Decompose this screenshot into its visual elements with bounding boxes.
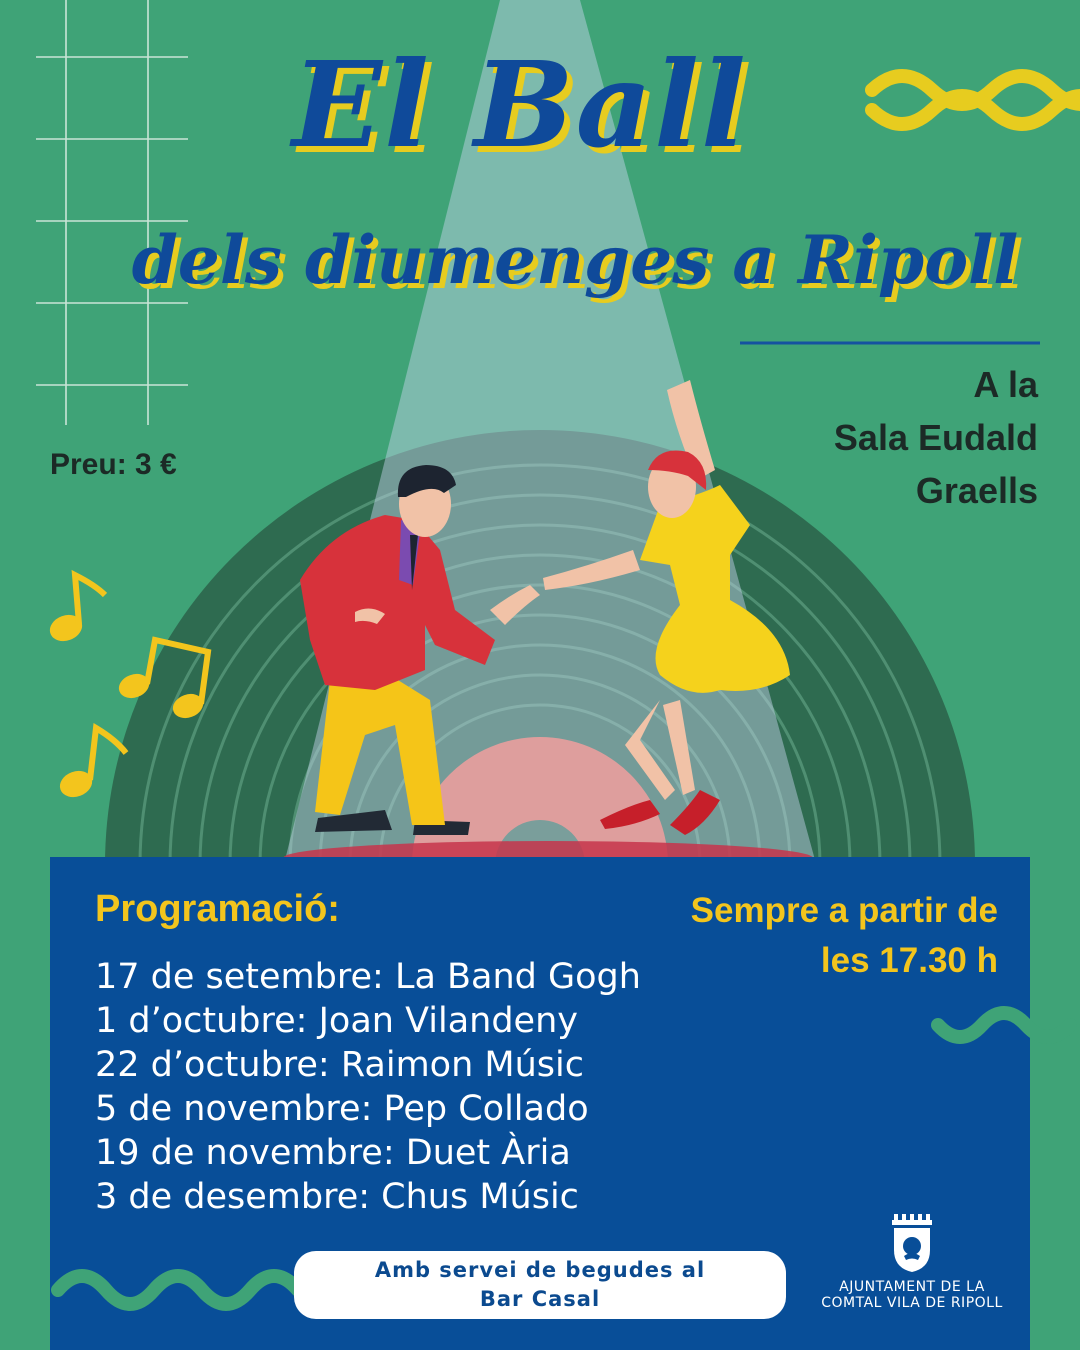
ripoll-logo bbox=[812, 1212, 1012, 1311]
ripoll-coat-of-arms-icon bbox=[890, 1212, 934, 1274]
schedule-list bbox=[95, 955, 641, 1219]
schedule-item: 1 d’octubre: Joan Vilandeny bbox=[95, 1001, 578, 1041]
program-heading: Programació: bbox=[95, 888, 340, 930]
schedule-item: 19 de novembre: Duet Ària bbox=[95, 1133, 571, 1173]
schedule-item: 5 de novembre: Pep Collado bbox=[95, 1089, 589, 1129]
drinks-line-1: Amb servei de begudes al bbox=[374, 1258, 706, 1282]
drinks-line-2: Bar Casal bbox=[479, 1287, 601, 1311]
start-time-line-1: Sempre a partir de bbox=[690, 891, 998, 930]
title-subtitle: dels diumenges a Ripoll bbox=[131, 221, 1019, 299]
start-time-line-2: les 17.30 h bbox=[820, 941, 998, 980]
title-main: El Ball bbox=[292, 35, 748, 174]
price-label: Preu: 3 € bbox=[50, 448, 177, 481]
venue-line-3: Graells bbox=[915, 470, 1038, 511]
drinks-banner bbox=[294, 1251, 786, 1319]
schedule-item: 17 de setembre: La Band Gogh bbox=[95, 957, 641, 997]
schedule-item: 22 d’octubre: Raimon Músic bbox=[95, 1045, 584, 1085]
logo-line-1: AJUNTAMENT DE LA bbox=[839, 1279, 985, 1295]
schedule-item: 3 de desembre: Chus Músic bbox=[95, 1177, 579, 1217]
logo-line-2: COMTAL VILA DE RIPOLL bbox=[821, 1295, 1003, 1311]
venue-line-1: A la bbox=[973, 364, 1038, 405]
venue-line-2: Sala Eudald bbox=[833, 417, 1038, 458]
